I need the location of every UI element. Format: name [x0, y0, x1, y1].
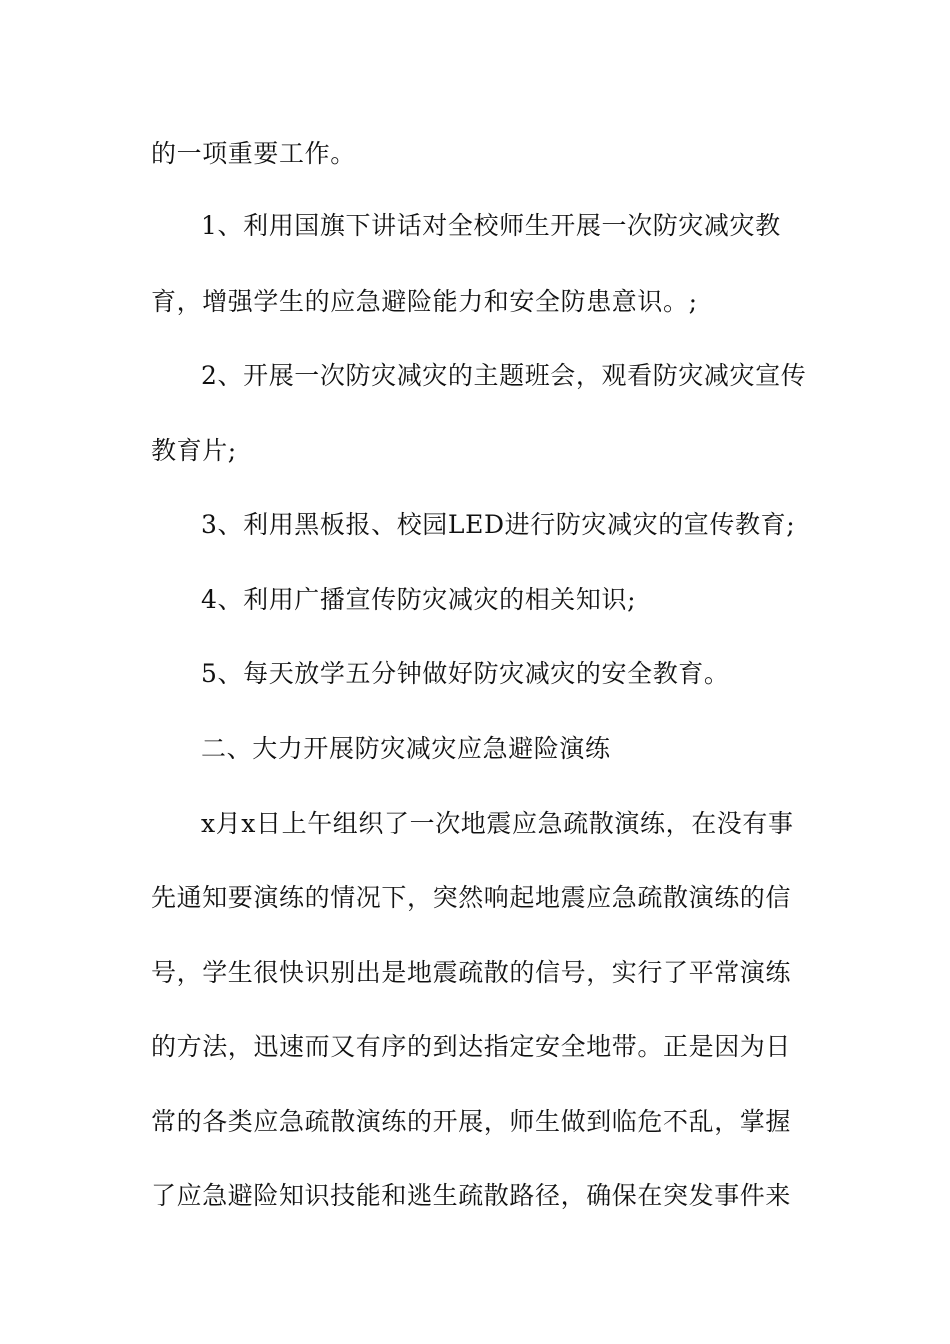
- paragraph-line: 的方法，迅速而又有序的到达指定安全地带。正是因为日: [151, 1032, 792, 1061]
- paragraph-line: 了应急避险知识技能和逃生疏散路径，确保在突发事件来: [151, 1181, 792, 1210]
- paragraph-line: x月x日上午组织了一次地震应急疏散演练，在没有事: [201, 809, 794, 838]
- list-item-3: 3、利用黑板报、校园LED进行防灾减灾的宣传教育;: [201, 510, 796, 539]
- list-item-5: 5、每天放学五分钟做好防灾减灾的安全教育。: [201, 659, 730, 688]
- list-item-4: 4、利用广播宣传防灾减灾的相关知识;: [201, 585, 637, 614]
- paragraph-line: 先通知要演练的情况下，突然响起地震应急疏散演练的信: [151, 883, 792, 912]
- text-line: 育，增强学生的应急避险能力和安全防患意识。;: [151, 287, 698, 316]
- text-line: 的一项重要工作。: [151, 139, 356, 168]
- section-heading: 二、大力开展防灾减灾应急避险演练: [201, 734, 611, 763]
- list-item-2: 2、开展一次防灾减灾的主题班会，观看防灾减灾宣传: [201, 361, 807, 390]
- paragraph-line: 号，学生很快识别出是地震疏散的信号，实行了平常演练: [151, 958, 792, 987]
- paragraph-line: 常的各类应急疏散演练的开展，师生做到临危不乱，掌握: [151, 1107, 792, 1136]
- text-line: 教育片;: [151, 436, 237, 465]
- list-item-1: 1、利用国旗下讲话对全校师生开展一次防灾减灾教: [201, 211, 781, 240]
